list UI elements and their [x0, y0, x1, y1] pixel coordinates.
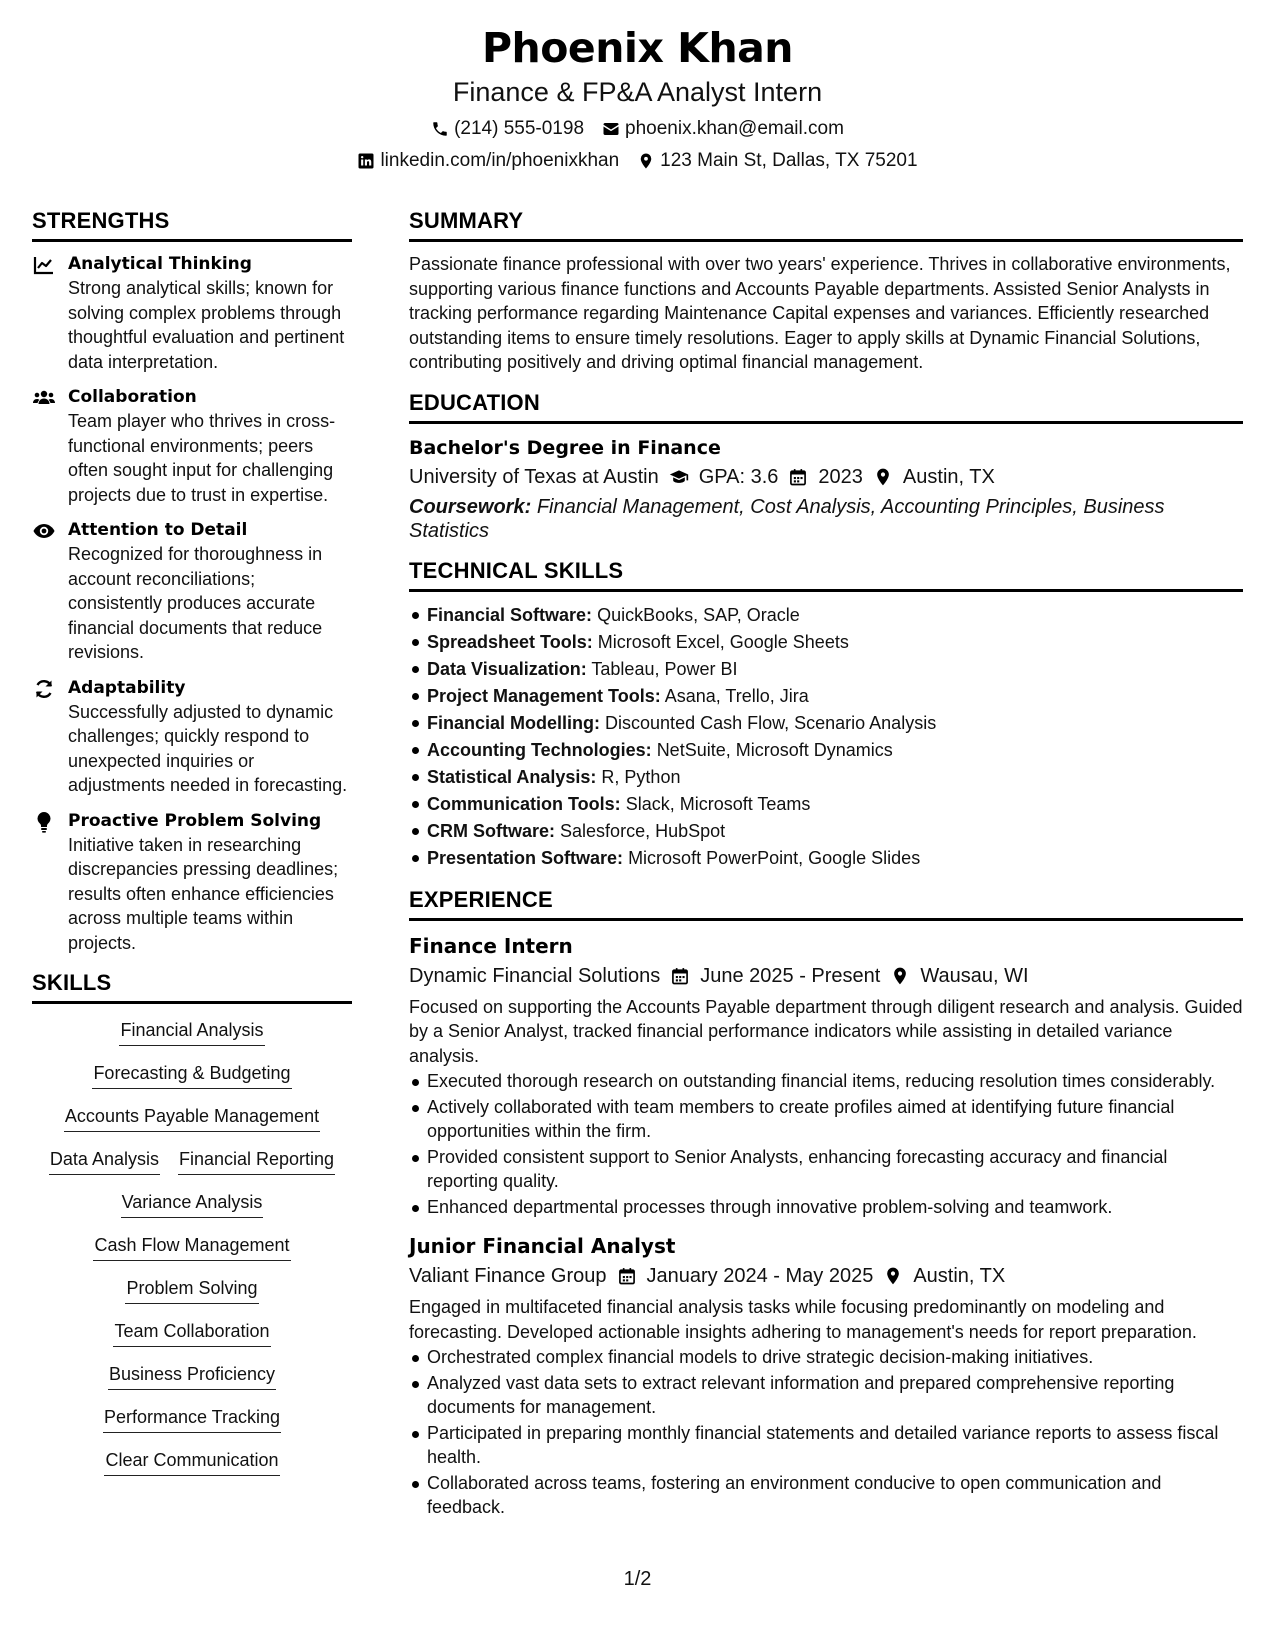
strength-desc: Team player who thrives in cross-functional environments; peers often sought input for challenging projects due to trust in expertise.	[68, 411, 336, 505]
strength-item	[32, 676, 352, 798]
strength-item	[32, 252, 352, 374]
job-meta	[409, 961, 1243, 991]
calendar-icon	[670, 966, 690, 986]
contact-phone	[431, 117, 584, 141]
contact-address	[637, 149, 917, 173]
graduation-year: 2023	[818, 465, 863, 488]
job-description: Focused on supporting the Accounts Payable department through diligent research and analysis. Guided by a Senior Analyst, tracked financial performance indicators while assisting in detailed variance analysis.	[409, 996, 1243, 1066]
summary-heading: SUMMARY	[409, 207, 1243, 242]
strength-title: Attention to Detail	[68, 520, 248, 540]
strength-body	[68, 518, 352, 665]
tech-skill-label: Statistical Analysis:	[427, 766, 597, 787]
job-entry	[409, 931, 1243, 1220]
degree-title: Bachelor's Degree in Finance	[409, 436, 721, 459]
candidate-headline: Finance & FP&A Analyst Intern	[452, 77, 823, 107]
contact-email[interactable]	[602, 117, 844, 141]
linkedin-text[interactable]: linkedin.com/in/phoenixkhan	[380, 150, 620, 171]
refresh-icon	[32, 677, 56, 701]
tech-skill-item	[409, 683, 1243, 710]
tech-skill-label: CRM Software:	[427, 820, 556, 841]
job-bullet: Analyzed vast data sets to extract relevant information and prepared comprehensive reporting documents for management.	[409, 1371, 1243, 1420]
job-entry	[409, 1231, 1243, 1520]
page-number: 1/2	[623, 1568, 652, 1590]
users-icon	[32, 386, 56, 410]
skills-list	[32, 1014, 352, 1491]
gpa-text: GPA: 3.6	[698, 465, 779, 488]
contact-linkedin[interactable]	[357, 149, 619, 173]
tech-skill-item	[409, 764, 1243, 791]
map-pin-icon	[637, 152, 655, 170]
job-bullet: Collaborated across teams, fostering an environment conducive to open communication and feedback.	[409, 1471, 1243, 1520]
strength-title: Analytical Thinking	[68, 254, 252, 274]
tech-skill-value: Microsoft Excel, Google Sheets	[597, 631, 849, 652]
tech-skill-value: Slack, Microsoft Teams	[625, 793, 811, 814]
tech-skill-value: Asana, Trello, Jira	[664, 685, 809, 706]
phone-text: (214) 555-0198	[454, 118, 585, 139]
skill-tag: Accounts Payable Management	[64, 1104, 320, 1132]
map-pin-icon	[873, 467, 893, 487]
right-column	[409, 207, 1243, 1530]
skill-tag: Problem Solving	[125, 1276, 258, 1304]
job-bullet: Actively collaborated with team members to create profiles aimed at identifying future financial opportunities within the firm.	[409, 1095, 1243, 1144]
graduation-cap-icon	[669, 467, 689, 487]
job-bullet: Participated in preparing monthly financial statements and detailed variance reports to assess fiscal health.	[409, 1421, 1243, 1470]
candidate-name: Phoenix Khan	[482, 24, 793, 72]
strength-title: Adaptability	[68, 677, 186, 698]
strength-item	[32, 385, 352, 507]
job-location: Austin, TX	[913, 1265, 1006, 1287]
calendar-icon	[788, 467, 808, 487]
tech-skill-label: Financial Software:	[427, 604, 593, 625]
strength-body	[68, 676, 352, 798]
tech-skill-label: Project Management Tools:	[427, 685, 661, 706]
company-name: Valiant Finance Group	[409, 1265, 607, 1287]
job-description: Engaged in multifaceted financial analysis tasks while focusing predominantly on modeling and forecasting. Developed actionable insights adhering to management's needs for report preparation.	[409, 1297, 1197, 1342]
strength-title: Collaboration	[68, 387, 197, 407]
tech-skill-value: Salesforce, HubSpot	[560, 820, 726, 841]
strength-desc: Successfully adjusted to dynamic challenges; quickly respond to unexpected inquiries or adjustments needed in forecasting.	[68, 701, 348, 795]
envelope-icon	[602, 120, 620, 138]
strength-body	[68, 252, 352, 374]
strength-desc: Recognized for thoroughness in account reconciliations; consistently produces accurate financial documents that reduce revisions.	[68, 544, 323, 662]
job-location: Wausau, WI	[920, 964, 1029, 987]
linkedin-icon	[357, 152, 375, 170]
technical-skills-list	[409, 602, 1243, 872]
tech-skill-label: Spreadsheet Tools:	[427, 631, 593, 652]
tech-skill-item	[409, 656, 1243, 683]
coursework-label: Coursework:	[409, 495, 532, 518]
education-meta	[409, 462, 1243, 492]
tech-skill-label: Accounting Technologies:	[427, 739, 652, 760]
skill-tag: Variance Analysis	[121, 1190, 264, 1218]
job-title: Junior Financial Analyst	[409, 1234, 676, 1258]
job-bullets	[409, 1345, 1243, 1520]
skill-tag: Financial Analysis	[119, 1018, 264, 1046]
strength-desc: Initiative taken in researching discrepancies pressing deadlines; results often enhance efficiencies across multiple teams within projects.	[68, 834, 339, 953]
tech-skill-value: Tableau, Power BI	[591, 658, 738, 679]
job-dates: June 2025 - Present	[700, 964, 881, 987]
skill-tag: Forecasting & Budgeting	[92, 1061, 291, 1089]
calendar-icon	[617, 1266, 637, 1286]
skills-heading: SKILLS	[32, 969, 352, 1004]
job-bullets	[409, 1069, 1243, 1219]
tech-skill-item	[409, 710, 1243, 737]
contact-row-1	[0, 117, 1275, 141]
coursework-list: Financial Management, Cost Analysis, Accounting Principles, Business Statistics	[409, 495, 1165, 542]
tech-skill-value: R, Python	[601, 766, 681, 787]
strength-desc: Strong analytical skills; known for solving complex problems through thoughtful evaluation and pertinent data interpretation.	[68, 278, 345, 372]
coursework	[409, 495, 1243, 543]
tech-skill-item	[409, 791, 1243, 818]
skill-tag: Clear Communication	[104, 1448, 279, 1476]
skill-tag: Performance Tracking	[103, 1405, 281, 1433]
job-bullet: Executed thorough research on outstanding financial items, reducing resolution times considerably.	[409, 1069, 1243, 1094]
lightbulb-icon	[32, 810, 56, 834]
job-title: Finance Intern	[409, 933, 573, 958]
job-bullet: Provided consistent support to Senior Analysts, enhancing forecasting accuracy and financial reporting quality.	[409, 1145, 1243, 1194]
education-heading: EDUCATION	[409, 389, 1243, 424]
job-bullet: Enhanced departmental processes through innovative problem-solving and teamwork.	[409, 1195, 1243, 1220]
tech-skill-label: Financial Modelling:	[427, 712, 601, 733]
job-bullet: Orchestrated complex financial models to drive strategic decision-making initiatives.	[409, 1345, 1243, 1370]
address-text: 123 Main St, Dallas, TX 75201	[660, 150, 918, 171]
strength-item	[32, 809, 352, 956]
map-pin-icon	[883, 1266, 903, 1286]
strength-item	[32, 518, 352, 665]
strengths-heading: STRENGTHS	[32, 207, 352, 242]
education-location: Austin, TX	[902, 465, 995, 488]
school-name: University of Texas at Austin	[409, 465, 659, 488]
left-column	[32, 207, 352, 1491]
tech-skill-item	[409, 629, 1243, 656]
job-meta	[409, 1261, 1243, 1291]
tech-skill-label: Communication Tools:	[427, 793, 621, 814]
company-name: Dynamic Financial Solutions	[409, 964, 661, 987]
tech-skill-value: QuickBooks, SAP, Oracle	[597, 604, 800, 625]
summary-text: Passionate finance professional with over two years' experience. Thrives in collaborative environments, supporting various finance functions and Accounts Payable departments. Assisted Senior Analysts in tracking performance regarding Maintenance Capital expenses and variances. Efficiently researched outstanding items to ensure timely resolutions. Eager to apply skills at Dynamic Financial Solutions, contributing positively and driving optimal financial management.	[409, 254, 1231, 372]
tech-skill-value: Discounted Cash Flow, Scenario Analysis	[605, 712, 937, 733]
skill-tag: Financial Reporting	[178, 1147, 335, 1175]
job-dates: January 2024 - May 2025	[646, 1265, 874, 1287]
contact-row-2	[0, 149, 1275, 173]
line-chart-icon	[32, 253, 56, 277]
technical-skills-heading: TECHNICAL SKILLS	[409, 557, 1243, 592]
tech-skill-item	[409, 818, 1243, 845]
skill-tag: Cash Flow Management	[93, 1233, 290, 1261]
tech-skill-item	[409, 602, 1243, 629]
map-pin-icon	[890, 966, 910, 986]
tech-skill-label: Data Visualization:	[427, 658, 587, 679]
eye-icon	[32, 519, 56, 543]
tech-skill-label: Presentation Software:	[427, 847, 624, 868]
strength-title: Proactive Problem Solving	[68, 810, 322, 831]
email-text[interactable]: phoenix.khan@email.com	[625, 118, 844, 139]
tech-skill-item	[409, 845, 1243, 872]
tech-skill-item	[409, 737, 1243, 764]
strength-body	[68, 385, 352, 507]
tech-skill-value: NetSuite, Microsoft Dynamics	[656, 739, 893, 760]
skill-tag: Business Proficiency	[108, 1362, 276, 1390]
phone-icon	[431, 120, 449, 138]
experience-heading: EXPERIENCE	[409, 886, 1243, 921]
tech-skill-value: Microsoft PowerPoint, Google Slides	[628, 847, 921, 868]
strength-body	[68, 809, 352, 956]
skill-tag: Team Collaboration	[113, 1319, 270, 1347]
skill-tag: Data Analysis	[49, 1147, 160, 1175]
resume-header	[0, 22, 1275, 173]
